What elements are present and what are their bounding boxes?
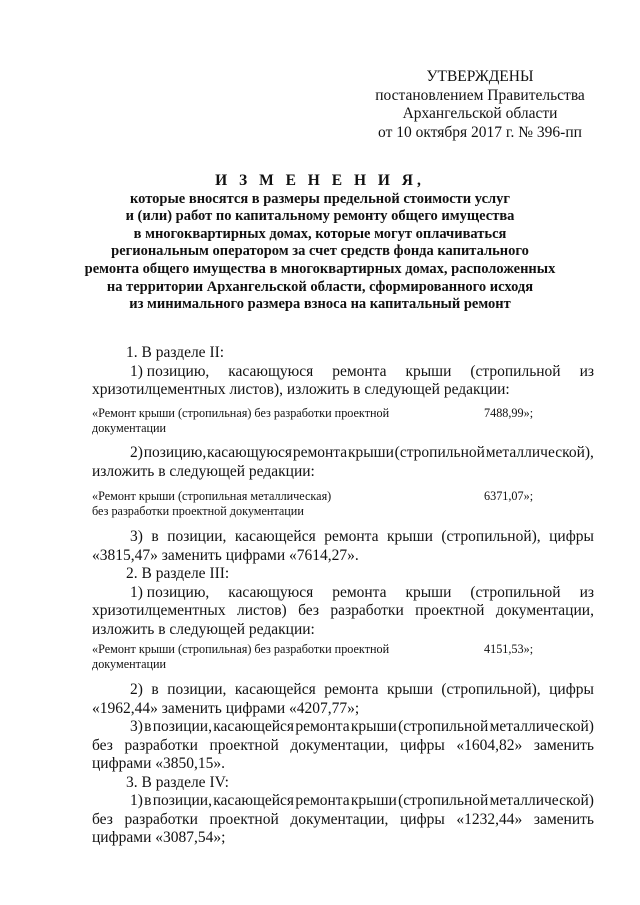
word: ремонта [295,792,350,809]
paragraph-line [92,444,594,463]
word: заменить [533,810,594,828]
word: из [579,362,594,380]
word: документации, [495,602,594,619]
title-line: и (или) работ по капитальному ремонту общего имущества [125,208,515,225]
word: цифры [400,810,445,828]
word: (стропильной [470,583,561,601]
paragraph-line [92,718,594,737]
word: в [144,718,152,735]
section-heading: 3. В разделе IV: [126,773,229,791]
word: разработки [124,810,198,828]
word: позиции, [152,718,212,735]
title-line: в многоквартирных домах, которые могут оплачиваться [133,225,507,242]
word: металлической), [485,444,594,461]
paragraph-line: «3815,47» заменить цифрами «7614,27». [92,546,359,564]
word: крыши [350,718,397,735]
word: касающейся [234,681,316,698]
word: позиции, [152,792,212,809]
paragraph-line [92,584,594,603]
word: без [298,602,319,619]
word: ремонта [292,444,348,461]
paragraph-line [92,528,594,547]
paragraph-line [92,681,594,700]
word: металлической) [489,792,594,809]
title-line: ремонта общего имущества в многоквартирных домах, расположенных [84,260,556,277]
paragraph-line: изложить в следующей редакции: [92,462,315,480]
word: (стропильной), [441,681,541,698]
word: хризотилцементных [92,602,226,619]
approved-by: постановлением Правительства [375,86,585,104]
document-title [60,172,580,314]
word: цифры [400,736,445,754]
approved-label: УТВЕРЖДЕНЫ [426,68,534,85]
word: (стропильной [394,444,485,461]
word: (стропильной), [441,528,541,545]
title-line: региональным оператором за счет средств фонда капитального [111,243,529,260]
insert-name: «Ремонт крыши (стропильная) без разработки проектной [92,406,390,420]
word: ремонта [295,718,350,735]
insert-name: документации [92,657,167,671]
word: в [144,792,152,809]
word: касающейся [213,718,295,735]
word: без [92,736,113,754]
insert-name: документации [92,421,167,435]
word: «1232,44» [456,810,523,828]
word: проектной [209,810,279,828]
title-heading: И З М Е Н Е Н И Я, [215,172,425,189]
cost-insert-2 [92,489,592,519]
cost-insert-1 [92,406,592,436]
title-line: на территории Архангельской области, сформированного исходя [106,278,534,295]
word: 2) [130,681,143,698]
word: разработки [330,602,404,619]
paragraph-line: изложить в следующей редакции: [92,620,315,638]
word: «1604,82» [456,736,523,754]
paragraph-line: хризотилцементных листов), изложить в следующей редакции: [92,381,510,398]
word: касающейся [213,792,295,809]
word: крыши [350,792,397,809]
word: позицию, [143,444,207,461]
approved-region: Архангельской области [402,105,558,122]
word: листов) [236,602,287,619]
insert-price: 6371,07»; [484,489,534,503]
word: позиции, [167,528,227,545]
insert-name: «Ремонт крыши (стропильная) без разработки проектной [92,642,390,656]
insert-price: 4151,53»; [484,642,534,656]
insert-price: 7488,99»; [484,406,534,420]
word: заменить [533,736,594,754]
word: документации, [290,810,389,828]
word: ремонта [332,583,387,601]
insert-name: «Ремонт крыши (стропильная металлическая) [92,489,332,503]
word: в [151,681,159,698]
paragraph-line: цифрами «3850,15». [92,755,225,772]
word: крыши [405,583,452,601]
word: цифры [549,528,594,545]
word: касающуюся [207,444,293,461]
word: (стропильной [398,718,489,735]
word: позиции, [167,681,227,698]
section-1-item-2 [92,444,594,481]
paragraph-line: цифрами «3087,54»; [92,829,226,846]
word: 2) [130,444,143,461]
paragraph-line [92,792,594,811]
word: 3) [130,528,143,545]
section-1 [92,344,594,400]
section-heading: 2. В разделе III: [126,565,230,582]
word: касающейся [234,528,316,545]
approved-date-number: от 10 октября 2017 г. № 396-пп [378,123,582,141]
word: (стропильной [470,362,561,380]
word: проектной [209,736,279,754]
word: проектной [415,602,485,619]
word: ремонта [324,528,379,545]
word: 3) [130,718,143,735]
word: (стропильной [398,792,489,809]
title-line: которые вносятся в размеры предельной стоимости услуг [130,190,510,207]
paragraph-line: «1962,44» заменить цифрами «4207,77»; [92,699,360,717]
title-line: из минимального размера взноса на капитальный ремонт [129,296,511,313]
word: касающуюся [228,362,314,380]
paragraph-line [92,602,594,621]
paragraph-line [92,363,594,382]
section-2-items [92,681,594,848]
insert-name: без разработки проектной документации [92,504,304,518]
word: из [579,583,594,601]
paragraph-line [92,737,594,756]
word: ремонта [324,681,379,698]
section-1-item-3 [92,528,594,639]
word: 1) позицию, [130,583,210,601]
cost-insert-3 [92,642,592,672]
word: разработки [124,736,198,754]
word: документации, [290,736,389,754]
word: крыши [386,681,433,698]
word: касающуюся [228,583,314,601]
word: цифры [549,681,594,698]
word: в [151,528,159,545]
approval-stamp-block [360,68,600,142]
section-heading: 1. В разделе II: [126,344,225,361]
word: крыши [405,362,452,380]
word: крыши [386,528,433,545]
word: крыши [347,444,394,461]
word: ремонта [332,362,387,380]
word: 1) [130,792,143,809]
word: металлической) [489,718,594,735]
word: без [92,810,113,828]
word: 1) позицию, [130,362,210,380]
paragraph-line [92,811,594,830]
